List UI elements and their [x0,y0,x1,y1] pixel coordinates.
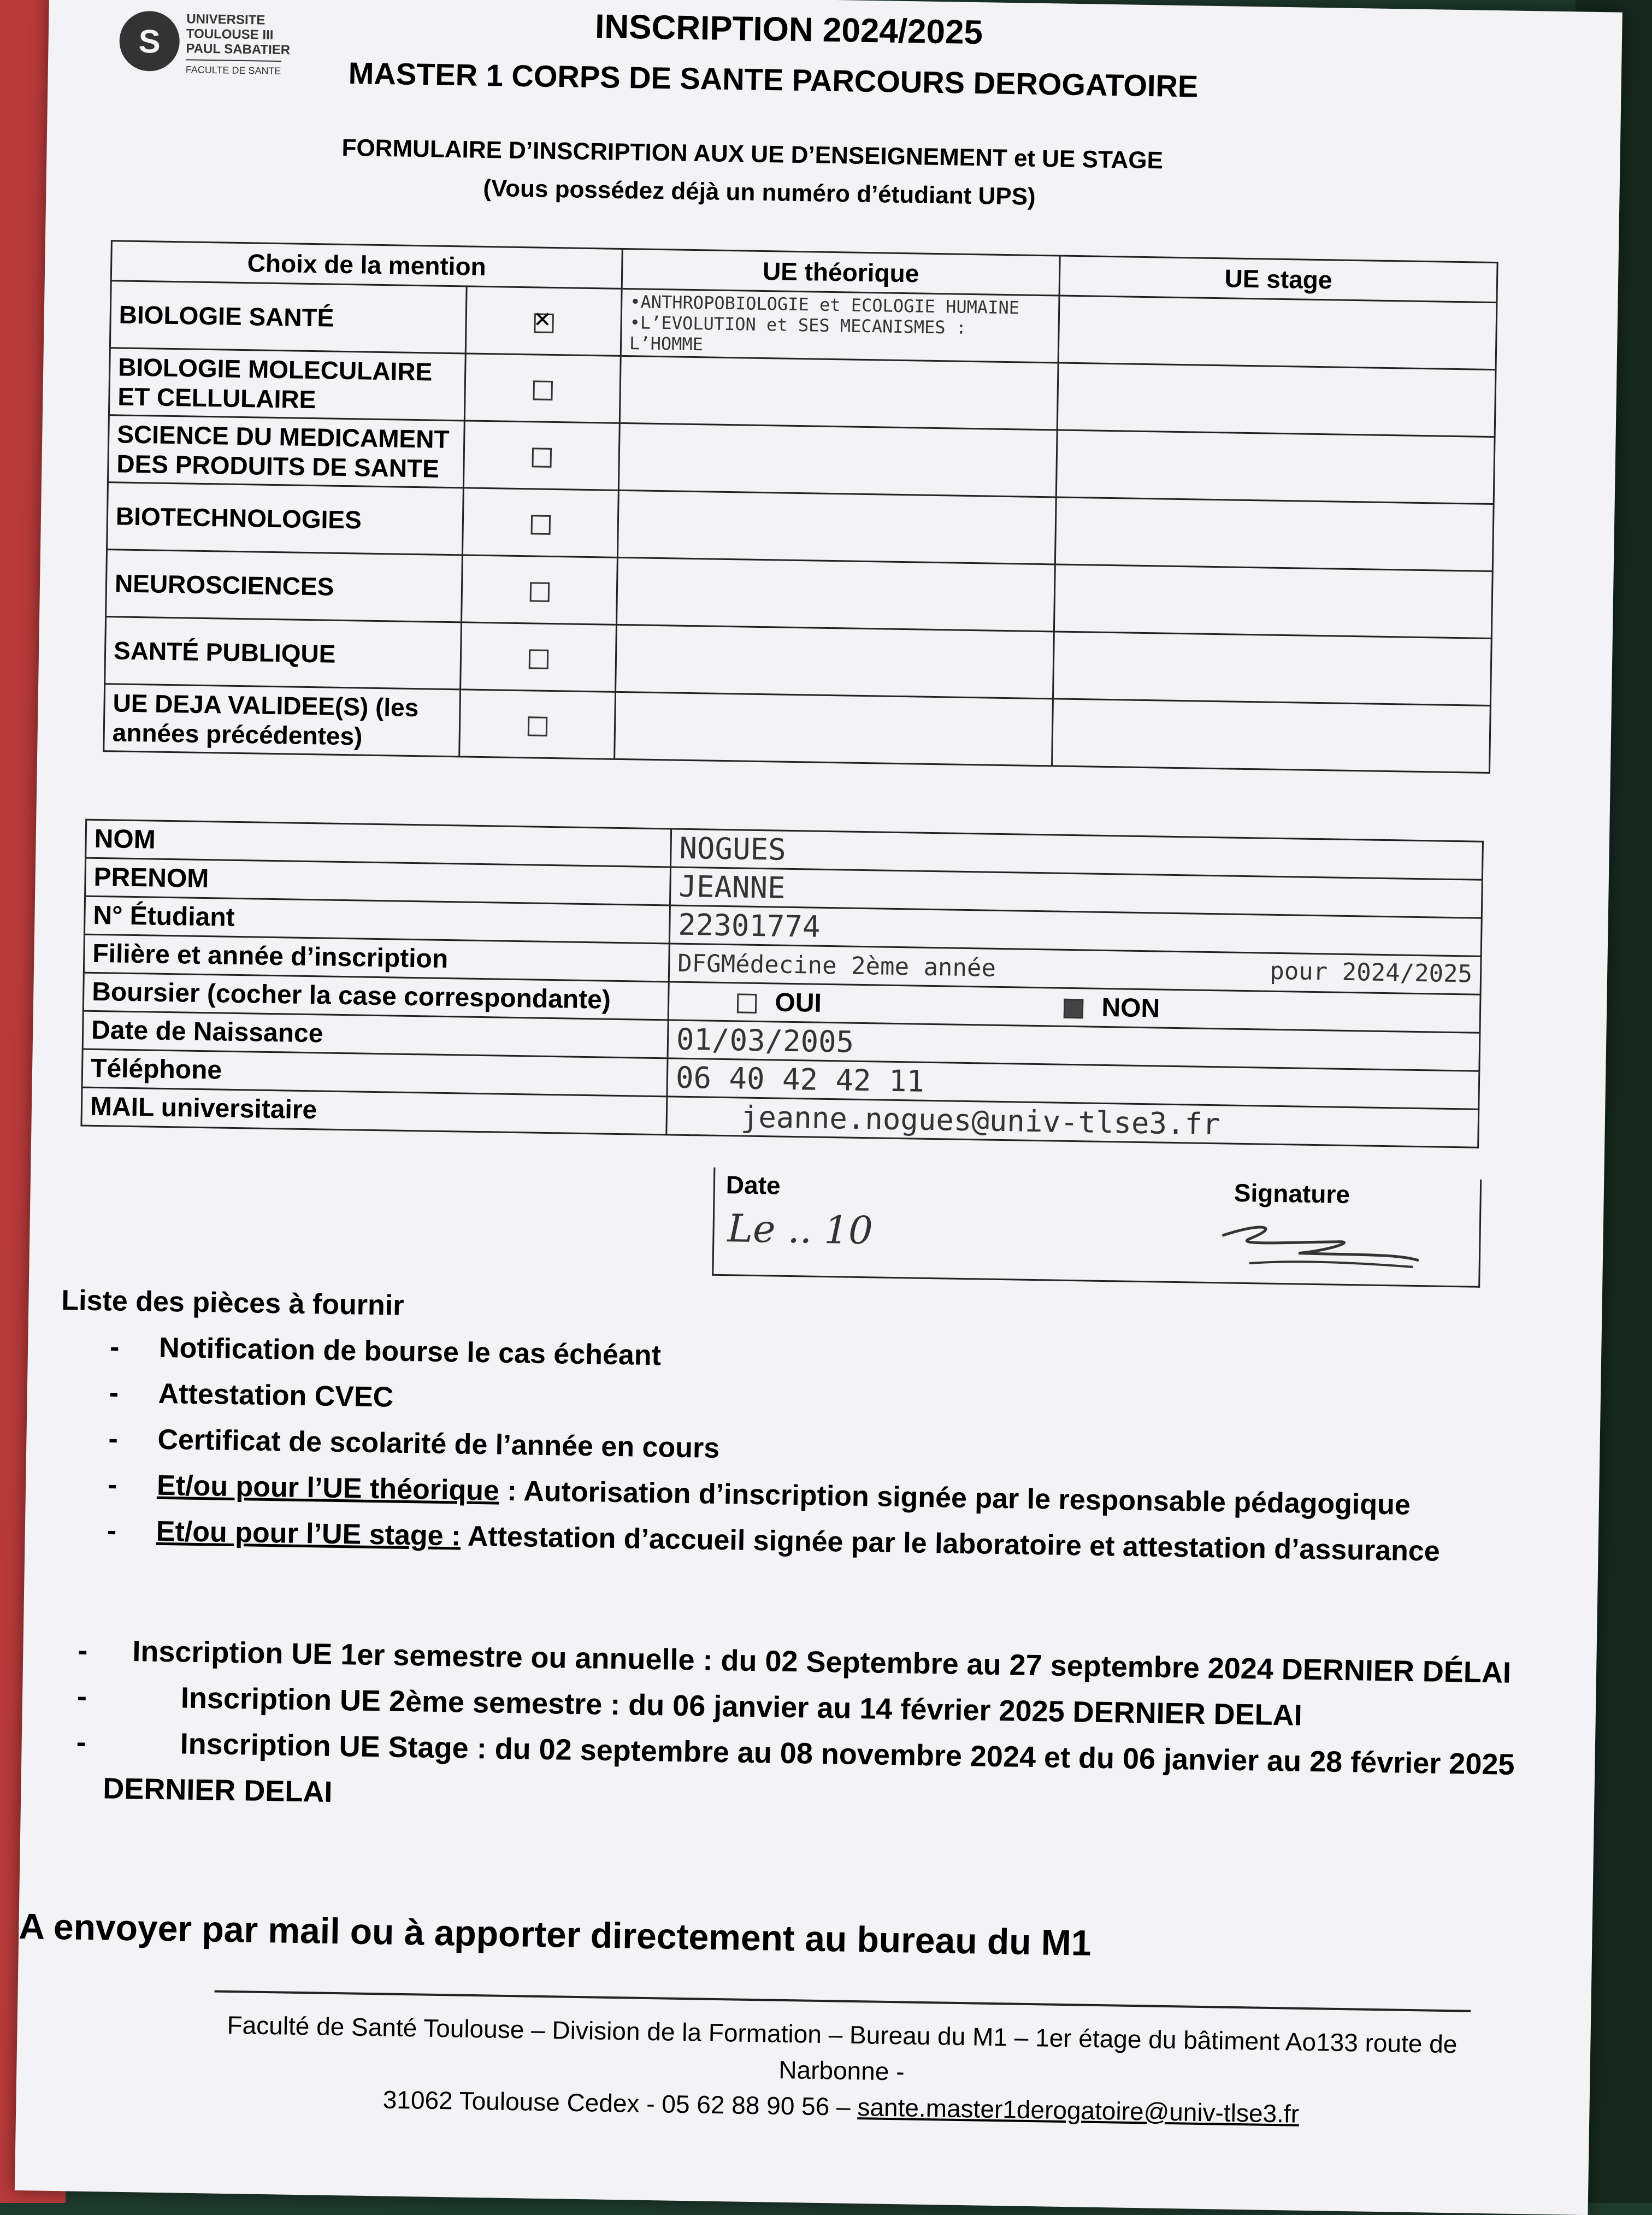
footer-line-1: Faculté de Santé Toulouse – Division de la Formation – Bureau du M1 – 1er étage du bâtiment Ao133 route de Narbonne - [227,2010,1458,2086]
footer-address: 31062 Toulouse Cedex - 05 62 88 90 56 – [382,2085,858,2122]
deadline-item-cont: DERNIER DELAI [102,1772,333,1808]
send-instructions: A envoyer par mail ou à apporter directement au bureau du M1 [18,1905,1092,1963]
logo-sub: FACULTE DE SANTE [186,59,281,79]
mention-label: NEUROSCIENCES [106,550,463,622]
ue-stage-value[interactable] [1052,699,1491,773]
list-item: - Certificat de scolarité de l’année en cours [59,1415,1442,1483]
nom-field[interactable]: NOGUES [679,830,787,867]
ue-stage-value[interactable] [1054,564,1492,639]
header-theorique: UE théorique [622,249,1060,296]
header-choice: Choix de la mention [111,241,622,289]
ue-stage-value[interactable] [1055,497,1494,572]
boursier-non-checkbox[interactable] [1064,999,1084,1019]
telephone-field[interactable]: 06 40 42 42 11 [675,1060,925,1099]
prenom-field[interactable]: JEANNE [678,869,786,905]
signature-scribble-icon[interactable] [1217,1219,1425,1271]
deadline-item: - Inscription UE Stage : du 02 septembre au 08 novembre 2024 et du 06 janvier au 28 février 2025 [43,1719,1515,1788]
mail-label: MAIL universitaire [81,1087,667,1135]
mention-checkbox-medicament[interactable] [532,447,552,468]
ue-theorique-value[interactable] [615,692,1053,766]
page-subtitle: MASTER 1 CORPS DE SANTE PARCOURS DEROGATOIRE [348,56,1199,104]
student-info-table [80,819,1484,1148]
logo-emblem-icon: S [119,10,180,72]
university-logo [119,5,316,90]
boursier-oui-checkbox[interactable] [737,994,757,1014]
mention-label: BIOLOGIE SANTÉ [110,281,467,354]
footer-divider [215,1990,1471,2012]
header-stage: UE stage [1059,256,1497,303]
mention-checkbox-neurosciences[interactable] [529,582,550,602]
pieces-title: Liste des pièces à fournir [61,1285,404,1322]
ue-theorique-value[interactable] [617,490,1056,564]
list-item: - Et/ou pour l’UE stage : Attestation d’accueil signée par le laboratoire et attestation d’assurance [57,1507,1440,1575]
boursier-non-label: NON [1101,993,1160,1023]
boursier-label: Boursier (cocher la case correspondante) [83,973,669,1020]
mail-field[interactable]: jeanne.nogues@univ-tlse3.fr [740,1099,1221,1142]
ue-stage-value[interactable] [1053,632,1491,706]
list-item: - Et/ou pour l’UE théorique : Autorisation d’inscription signée par le responsable pédagogique [58,1461,1441,1529]
mention-checkbox-sante-publique[interactable] [528,649,548,669]
deadlines-list [43,1627,1517,1834]
ue-theorique-value[interactable] [618,423,1057,497]
naissance-field[interactable]: 01/03/2005 [676,1022,854,1059]
prenom-label: PRENOM [85,858,671,905]
mention-checkbox-biotechnologies[interactable] [530,515,551,535]
naissance-label: Date de Naissance [82,1011,668,1058]
mention-table [103,240,1498,774]
ue-stage-value[interactable] [1058,296,1497,370]
logo-line-3: PAUL SABATIER [186,41,291,58]
page-title: INSCRIPTION 2024/2025 [594,8,983,52]
filiere-field[interactable]: DFGMédecine 2ème année [677,949,996,982]
footer [213,2007,1471,2135]
filiere-year-field[interactable]: pour 2024/2025 [1269,957,1473,988]
nom-label: NOM [86,820,671,867]
ue-theorique-value[interactable] [616,625,1054,699]
filiere-label: Filière et année d’inscription [84,934,669,982]
date-field[interactable]: Le .. 10 [727,1206,874,1253]
date-signature-box [712,1168,1482,1288]
form-title: FORMULAIRE D’INSCRIPTION AUX UE D’ENSEIGNEMENT et UE STAGE [341,134,1164,174]
ue-stage-value[interactable] [1056,430,1495,504]
numero-etudiant-label: N° Étudiant [84,896,670,944]
mention-label: BIOLOGIE MOLECULAIRE ET CELLULAIRE [109,348,465,421]
list-item: - Attestation CVEC [60,1369,1442,1437]
mention-label: SANTÉ PUBLIQUE [105,617,462,690]
ue-theorique-value[interactable]: •ANTHROPOBIOLOGIE et ECOLOGIE HUMAINE •L’EVOLUTION et SES MECANISMES : L’HOMME [629,291,1020,355]
logo-line-1: UNIVERSITE [186,11,266,28]
pieces-list [57,1277,1444,1575]
mention-checkbox-biologie-sante[interactable] [534,313,554,333]
logo-line-2: TOULOUSE III [186,26,274,43]
boursier-oui-label: OUI [775,988,822,1018]
ue-theorique-value[interactable] [620,356,1058,430]
ue-theorique-value[interactable] [616,557,1055,632]
telephone-label: Téléphone [82,1049,668,1097]
deadline-item: - Inscription UE 2ème semestre : du 06 janvier au 14 février 2025 DERNIER DELAI [44,1673,1515,1742]
date-label: Date [725,1170,781,1200]
footer-email-link[interactable]: sante.master1derogatoire@univ-tlse3.fr [857,2093,1300,2128]
signature-label: Signature [1234,1178,1350,1209]
list-item: - Notification de bourse le cas échéant [60,1323,1443,1391]
numero-etudiant-field[interactable]: 22301774 [677,907,821,944]
deadline-item: - Inscription UE 1er semestre ou annuelle : du 02 Septembre au 27 septembre 2024 DERNIER DÉLAI [45,1627,1517,1696]
form-paper [15,0,1622,2215]
form-note: (Vous possédez déjà un numéro d’étudiant UPS) [483,174,1036,210]
mention-label: BIOTECHNOLOGIES [107,482,464,555]
mention-label: UE DEJA VALIDEE(S) (les années précédentes) [104,684,461,757]
ue-stage-value[interactable] [1057,363,1496,437]
mention-checkbox-ue-validees[interactable] [527,716,547,737]
mention-checkbox-biologie-moleculaire[interactable] [533,380,553,400]
mention-label: SCIENCE DU MEDICAMENT DES PRODUITS DE SANTE [108,415,464,488]
